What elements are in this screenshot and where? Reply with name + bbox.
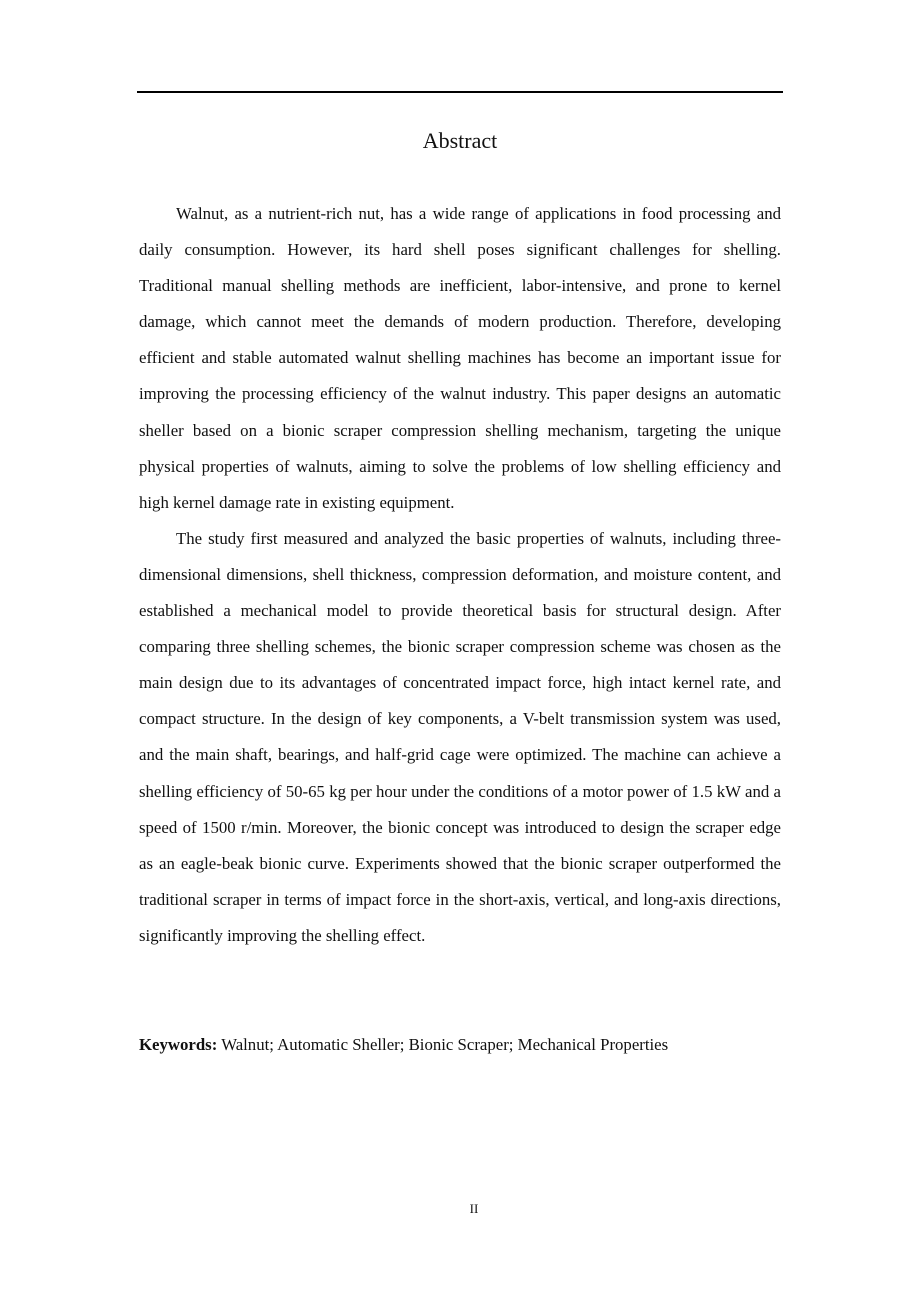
page-number: II — [469, 1201, 479, 1216]
keywords-label: Keywords: — [139, 1035, 218, 1054]
abstract-paragraph-2: The study first measured and analyzed the basic properties of walnuts, including three-dimensional dimensions, shell thickness, compression deformation, and moisture content, and established a mechanical model to provide theoretical basis for structural design. After comparing three shelling schemes, the bionic scraper compression scheme was chosen as the main design due to its advantages of concentrated impact force, high intact kernel rate, and compact structure. In the design of key components, a V-belt transmission system was used, and the main shaft, bearings, and half-grid cage were optimized. The machine can achieve a shelling efficiency of 50-65 kg per hour under the conditions of a motor power of 1.5 kW and a speed of 1500 r/min. Moreover, the bionic concept was introduced to design the scraper edge as an eagle-beak bionic curve. Experiments showed that the bionic scraper outperformed the traditional scraper in terms of impact force in the short-axis, vertical, and long-axis directions, significantly improving the shelling effect. — [139, 528, 781, 945]
abstract-paragraph-1: Walnut, as a nutrient-rich nut, has a wide range of applications in food processing and daily consumption. However, its hard shell poses significant challenges for shelling. Traditional manual shelling methods are inefficient, labor-intensive, and prone to kernel damage, which cannot meet the demands of modern production. Therefore, developing efficient and stable automated walnut shelling machines has become an important issue for improving the processing efficiency of the walnut industry. This paper designs an automatic sheller based on a bionic scraper compression shelling mechanism, targeting the unique physical properties of walnuts, aiming to solve the problems of low shelling efficiency and high kernel damage rate in existing equipment. — [139, 204, 781, 512]
page-title: Abstract — [422, 128, 498, 153]
abstract-body — [139, 196, 781, 954]
keywords-line — [139, 1028, 781, 1062]
header-rule — [137, 91, 783, 93]
keywords-text: Walnut; Automatic Sheller; Bionic Scraper; Mechanical Properties — [217, 1035, 669, 1054]
